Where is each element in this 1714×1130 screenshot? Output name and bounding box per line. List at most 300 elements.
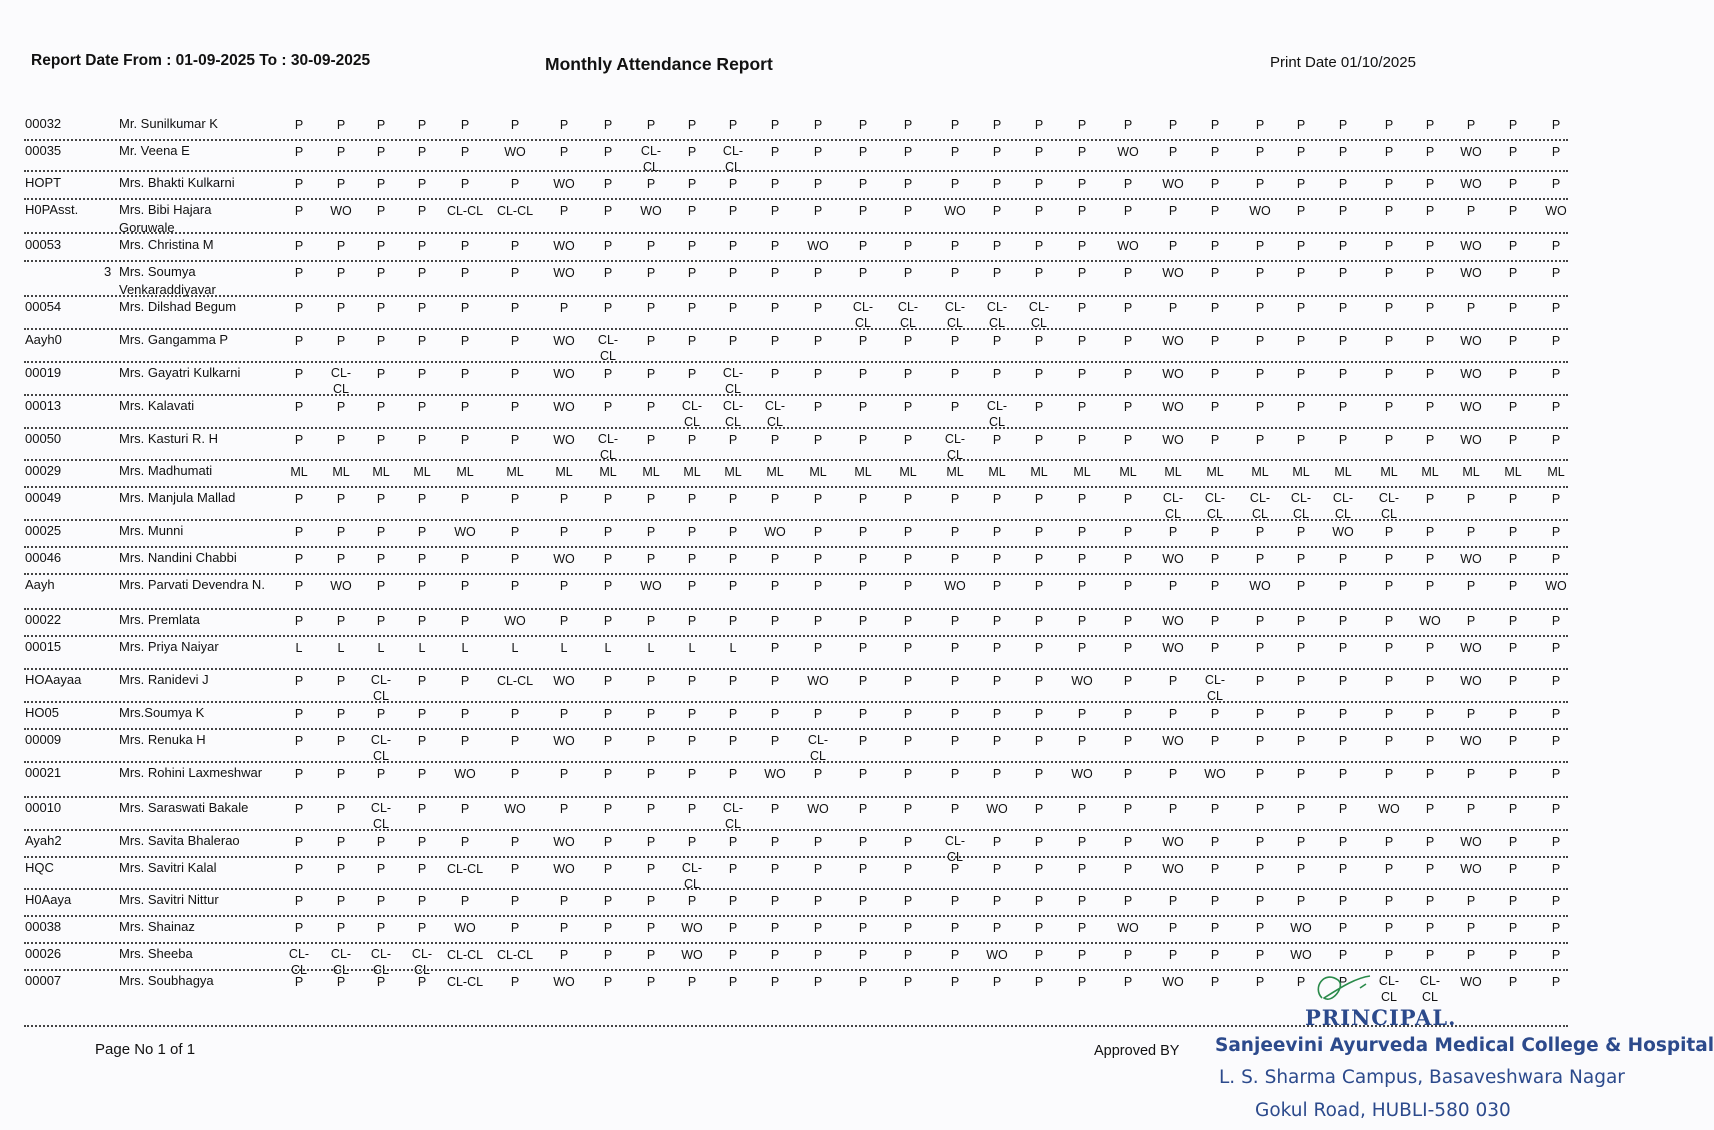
employee-name: Mrs. Premlata [119,612,200,627]
employee-name: Mrs. Priya Naiyar [119,639,219,654]
day-cell: P [1425,641,1435,655]
day-cell: P [1551,707,1561,721]
day-cell: P [770,492,780,506]
day-cell: P [728,204,738,218]
day-cell: P [336,145,346,159]
day-cell: P [813,118,823,132]
day-cell: P [1296,802,1306,816]
day-cell: P [1508,579,1518,593]
day-cell: P [1508,145,1518,159]
day-cell: ML [854,465,872,479]
day-cell: P [1210,614,1220,628]
day-cell: P [294,239,304,253]
day-cell: P [770,835,780,849]
employee-code: 00032 [25,116,62,131]
day-cell: CL-CL [446,204,484,218]
day-cell: ML [1206,465,1224,479]
day-cell: P [417,266,427,280]
day-cell: P [903,579,913,593]
day-cell: P [813,767,823,781]
day-cell: P [813,707,823,721]
table-row [0,236,1600,260]
day-cell: P [687,734,697,748]
day-cell: CL-CL [1419,974,1441,1004]
day-cell: CL-CL [722,366,744,396]
day-cell: P [858,734,868,748]
day-cell: P [1210,894,1220,908]
day-cell: CL-CL [496,674,534,688]
day-cell: P [1551,862,1561,876]
day-cell: P [1210,862,1220,876]
day-cell: P [1255,367,1265,381]
day-cell: P [1384,641,1394,655]
day-cell: P [813,975,823,989]
day-cell: P [646,975,656,989]
day-cell: ML [1421,465,1439,479]
day-cell: P [687,334,697,348]
day-cell: WO [1290,921,1312,935]
day-cell: P [1034,177,1044,191]
day-cell: P [1034,707,1044,721]
day-cell: P [1034,525,1044,539]
day-cell: P [687,301,697,315]
employee-code: HQC [25,860,54,875]
day-cell: P [903,835,913,849]
row-divider [24,232,1568,234]
day-cell: P [460,118,470,132]
day-cell: P [336,921,346,935]
day-cell: P [336,975,346,989]
day-cell: P [1466,614,1476,628]
day-cell: P [992,767,1002,781]
day-cell: P [646,948,656,962]
day-cell: P [687,975,697,989]
day-cell: CL-CL [411,947,433,977]
day-cell: P [1123,835,1133,849]
day-cell: WO [1419,614,1441,628]
day-cell: P [687,767,697,781]
day-cell: WO [1460,400,1482,414]
day-cell: P [1425,239,1435,253]
day-cell: P [992,177,1002,191]
day-cell: P [813,204,823,218]
day-cell: ML [1292,465,1310,479]
day-cell: P [1168,239,1178,253]
day-cell: P [1210,118,1220,132]
day-cell: WO [1460,177,1482,191]
day-cell: P [510,367,520,381]
day-cell: P [687,835,697,849]
day-cell: P [1123,767,1133,781]
day-cell: P [1508,835,1518,849]
day-cell: P [687,674,697,688]
day-cell: P [417,239,427,253]
day-cell: P [950,334,960,348]
day-cell: CL-CL [288,947,310,977]
day-cell: P [1425,674,1435,688]
day-cell: P [1551,433,1561,447]
day-cell: P [1255,301,1265,315]
day-cell: P [813,492,823,506]
day-cell: CL-CL [1249,491,1271,521]
day-cell: P [1034,835,1044,849]
employee-code: 00054 [25,299,62,314]
day-cell: P [903,266,913,280]
day-cell: P [294,177,304,191]
day-cell: P [510,552,520,566]
day-cell: P [294,301,304,315]
day-cell: P [992,975,1002,989]
day-cell: CL-CL [986,300,1008,330]
day-cell: P [376,433,386,447]
day-cell: P [646,734,656,748]
day-cell: P [376,767,386,781]
day-cell: P [1508,707,1518,721]
day-cell: P [1425,367,1435,381]
day-cell: P [1425,334,1435,348]
day-cell: P [1123,674,1133,688]
day-cell: P [950,367,960,381]
day-cell: P [687,707,697,721]
day-cell: P [813,266,823,280]
day-cell: P [646,301,656,315]
day-cell: P [1296,204,1306,218]
day-cell: WO [1117,145,1139,159]
day-cell: P [376,614,386,628]
day-cell: P [559,492,569,506]
employee-name: Mrs. Bibi Hajara Goruwale [119,202,212,235]
day-cell: CL-CL [446,862,484,876]
day-cell: P [858,118,868,132]
row-divider [24,942,1568,944]
table-row [0,489,1600,519]
day-cell: P [1384,734,1394,748]
day-cell: P [1551,266,1561,280]
day-cell: P [336,334,346,348]
row-divider [24,295,1568,297]
day-cell: P [294,862,304,876]
day-cell: P [559,948,569,962]
day-cell: P [1034,921,1044,935]
day-cell: P [1034,641,1044,655]
day-cell: P [687,367,697,381]
employee-code: 00053 [25,237,62,252]
day-cell: P [1551,301,1561,315]
day-cell: WO [1249,204,1271,218]
day-cell: L [337,641,345,655]
day-cell: P [646,177,656,191]
day-cell: P [1077,948,1087,962]
day-cell: P [1384,674,1394,688]
day-cell: P [1296,177,1306,191]
day-cell: P [559,614,569,628]
day-cell: P [294,894,304,908]
day-cell: P [460,674,470,688]
day-cell: P [1034,674,1044,688]
day-cell: P [728,707,738,721]
day-cell: P [728,266,738,280]
day-cell: P [770,177,780,191]
day-cell: P [992,118,1002,132]
employee-code: HOPT [25,175,62,190]
day-cell: P [460,614,470,628]
day-cell: ML [1334,465,1352,479]
day-cell: P [1338,802,1348,816]
day-cell: P [1466,894,1476,908]
day-cell: P [376,334,386,348]
day-cell: P [1508,614,1518,628]
row-divider [24,198,1568,200]
day-cell: P [646,525,656,539]
day-cell: P [1296,145,1306,159]
day-cell: WO [986,802,1008,816]
day-cell: P [1508,239,1518,253]
day-cell: P [1123,525,1133,539]
day-cell: L [295,641,303,655]
day-cell: P [1210,734,1220,748]
day-cell: P [336,239,346,253]
day-cell: P [417,975,427,989]
day-cell: P [1338,835,1348,849]
day-cell: P [1296,579,1306,593]
day-cell: P [992,614,1002,628]
day-cell: P [460,894,470,908]
day-cell: P [1425,707,1435,721]
table-row [0,859,1600,891]
day-cell: P [336,767,346,781]
table-row [0,704,1600,728]
day-cell: P [510,177,520,191]
day-cell: P [510,975,520,989]
day-cell: P [417,204,427,218]
day-cell: P [813,525,823,539]
day-cell: ML [372,465,390,479]
day-cell: CL-CL [1162,491,1184,521]
day-cell: P [1338,239,1348,253]
day-cell: WO [1162,177,1184,191]
day-cell: P [417,707,427,721]
day-cell: P [603,367,613,381]
day-cell: WO [330,579,352,593]
day-cell: P [1296,266,1306,280]
day-cell: P [336,177,346,191]
day-cell: P [1255,975,1265,989]
day-cell: P [376,204,386,218]
day-cell: P [813,948,823,962]
employee-code: 00046 [25,550,62,565]
day-cell: P [903,948,913,962]
day-cell: WO [1460,334,1482,348]
day-cell: P [1168,674,1178,688]
day-cell: P [417,835,427,849]
day-cell: P [1077,433,1087,447]
day-cell: CL-CL [897,300,919,330]
day-cell: P [1551,802,1561,816]
day-cell: P [1384,579,1394,593]
employee-code: HOAayaa [25,672,82,687]
day-cell: P [294,525,304,539]
day-cell: P [603,204,613,218]
stamp-college: Sanjeevini Ayurveda Medical College & Hospital [1215,1035,1714,1056]
employee-code: 00026 [25,946,62,961]
day-cell: P [687,802,697,816]
day-cell: P [1296,894,1306,908]
table-row [0,364,1600,394]
day-cell: P [903,239,913,253]
day-cell: P [1034,433,1044,447]
day-cell: WO [1460,734,1482,748]
day-cell: P [858,433,868,447]
day-cell: WO [1117,921,1139,935]
day-cell: P [1255,400,1265,414]
day-cell: P [858,767,868,781]
day-cell: CL-CL [597,432,619,462]
employee-code: HO05 [25,705,59,720]
day-cell: P [687,118,697,132]
day-cell: P [992,367,1002,381]
day-cell: P [1508,525,1518,539]
day-cell: P [1255,767,1265,781]
day-cell: P [1425,579,1435,593]
day-cell: P [903,552,913,566]
day-cell: P [1384,367,1394,381]
day-cell: P [1034,367,1044,381]
day-cell: P [770,862,780,876]
day-cell: CL-CL [330,947,352,977]
day-cell: P [1210,921,1220,935]
day-cell: WO [553,367,575,381]
day-cell: P [510,433,520,447]
day-cell: P [1338,204,1348,218]
day-cell: WO [553,266,575,280]
day-cell: P [1210,400,1220,414]
table-row [0,611,1600,635]
day-cell: P [770,266,780,280]
employee-name: Mrs. Soumya Venkaraddiyavar [119,264,216,297]
day-cell: CL-CL [370,947,392,977]
day-cell: P [1034,975,1044,989]
day-cell: P [603,492,613,506]
day-cell: P [770,145,780,159]
day-cell: P [770,334,780,348]
day-cell: P [903,204,913,218]
day-cell: P [770,552,780,566]
day-cell: P [1338,862,1348,876]
day-cell: P [950,767,960,781]
day-cell: P [376,145,386,159]
day-cell: P [950,492,960,506]
day-cell: P [1034,400,1044,414]
day-cell: P [1210,641,1220,655]
day-cell: P [813,433,823,447]
day-cell: P [1425,118,1435,132]
day-cell: P [858,367,868,381]
day-cell: P [417,177,427,191]
day-cell: CL-CL [944,432,966,462]
day-cell: P [858,975,868,989]
day-cell: P [1508,921,1518,935]
day-cell: P [1168,145,1178,159]
day-cell: ML [683,465,701,479]
day-cell: P [559,525,569,539]
day-cell: P [1123,334,1133,348]
day-cell: P [460,400,470,414]
day-cell: WO [330,204,352,218]
day-cell: WO [1460,239,1482,253]
day-cell: P [770,734,780,748]
day-cell: P [294,433,304,447]
day-cell: P [603,239,613,253]
day-cell: P [903,767,913,781]
day-cell: WO [553,400,575,414]
day-cell: P [1123,266,1133,280]
day-cell: P [1168,767,1178,781]
day-cell: P [903,118,913,132]
day-cell: P [294,921,304,935]
day-cell: WO [764,525,786,539]
day-cell: P [460,301,470,315]
day-cell: P [687,614,697,628]
day-cell: P [1425,862,1435,876]
day-cell: P [728,835,738,849]
day-cell: P [1508,975,1518,989]
day-cell: P [1034,614,1044,628]
day-cell: CL-CL [1028,300,1050,330]
day-cell: P [1123,204,1133,218]
day-cell: P [950,894,960,908]
day-cell: P [1123,301,1133,315]
day-cell: P [1508,367,1518,381]
day-cell: CL-CL [764,399,786,429]
day-cell: P [1077,492,1087,506]
day-cell: P [1551,334,1561,348]
day-cell: P [1384,525,1394,539]
day-cell: WO [1162,552,1184,566]
day-cell: P [336,301,346,315]
day-cell: P [294,802,304,816]
day-cell: ML [809,465,827,479]
day-cell: P [687,579,697,593]
day-cell: P [813,614,823,628]
day-cell: P [950,921,960,935]
day-cell: P [1168,579,1178,593]
day-cell: P [646,921,656,935]
day-cell: P [1210,177,1220,191]
day-cell: P [813,367,823,381]
day-cell: P [336,674,346,688]
day-cell: P [813,177,823,191]
day-cell: P [294,552,304,566]
day-cell: CL-CL [1204,673,1226,703]
day-cell: P [858,145,868,159]
day-cell: P [460,177,470,191]
day-cell: P [687,433,697,447]
day-cell: P [1123,492,1133,506]
day-cell: ML [724,465,742,479]
day-cell: P [728,734,738,748]
day-cell: P [559,579,569,593]
employee-code: 00013 [25,398,62,413]
day-cell: WO [1162,400,1184,414]
day-cell: P [1034,579,1044,593]
day-cell: P [950,802,960,816]
day-cell: P [1255,835,1265,849]
table-row [0,331,1600,361]
table-row [0,174,1600,198]
day-cell: P [510,334,520,348]
day-cell: P [903,367,913,381]
day-cell: P [1034,767,1044,781]
